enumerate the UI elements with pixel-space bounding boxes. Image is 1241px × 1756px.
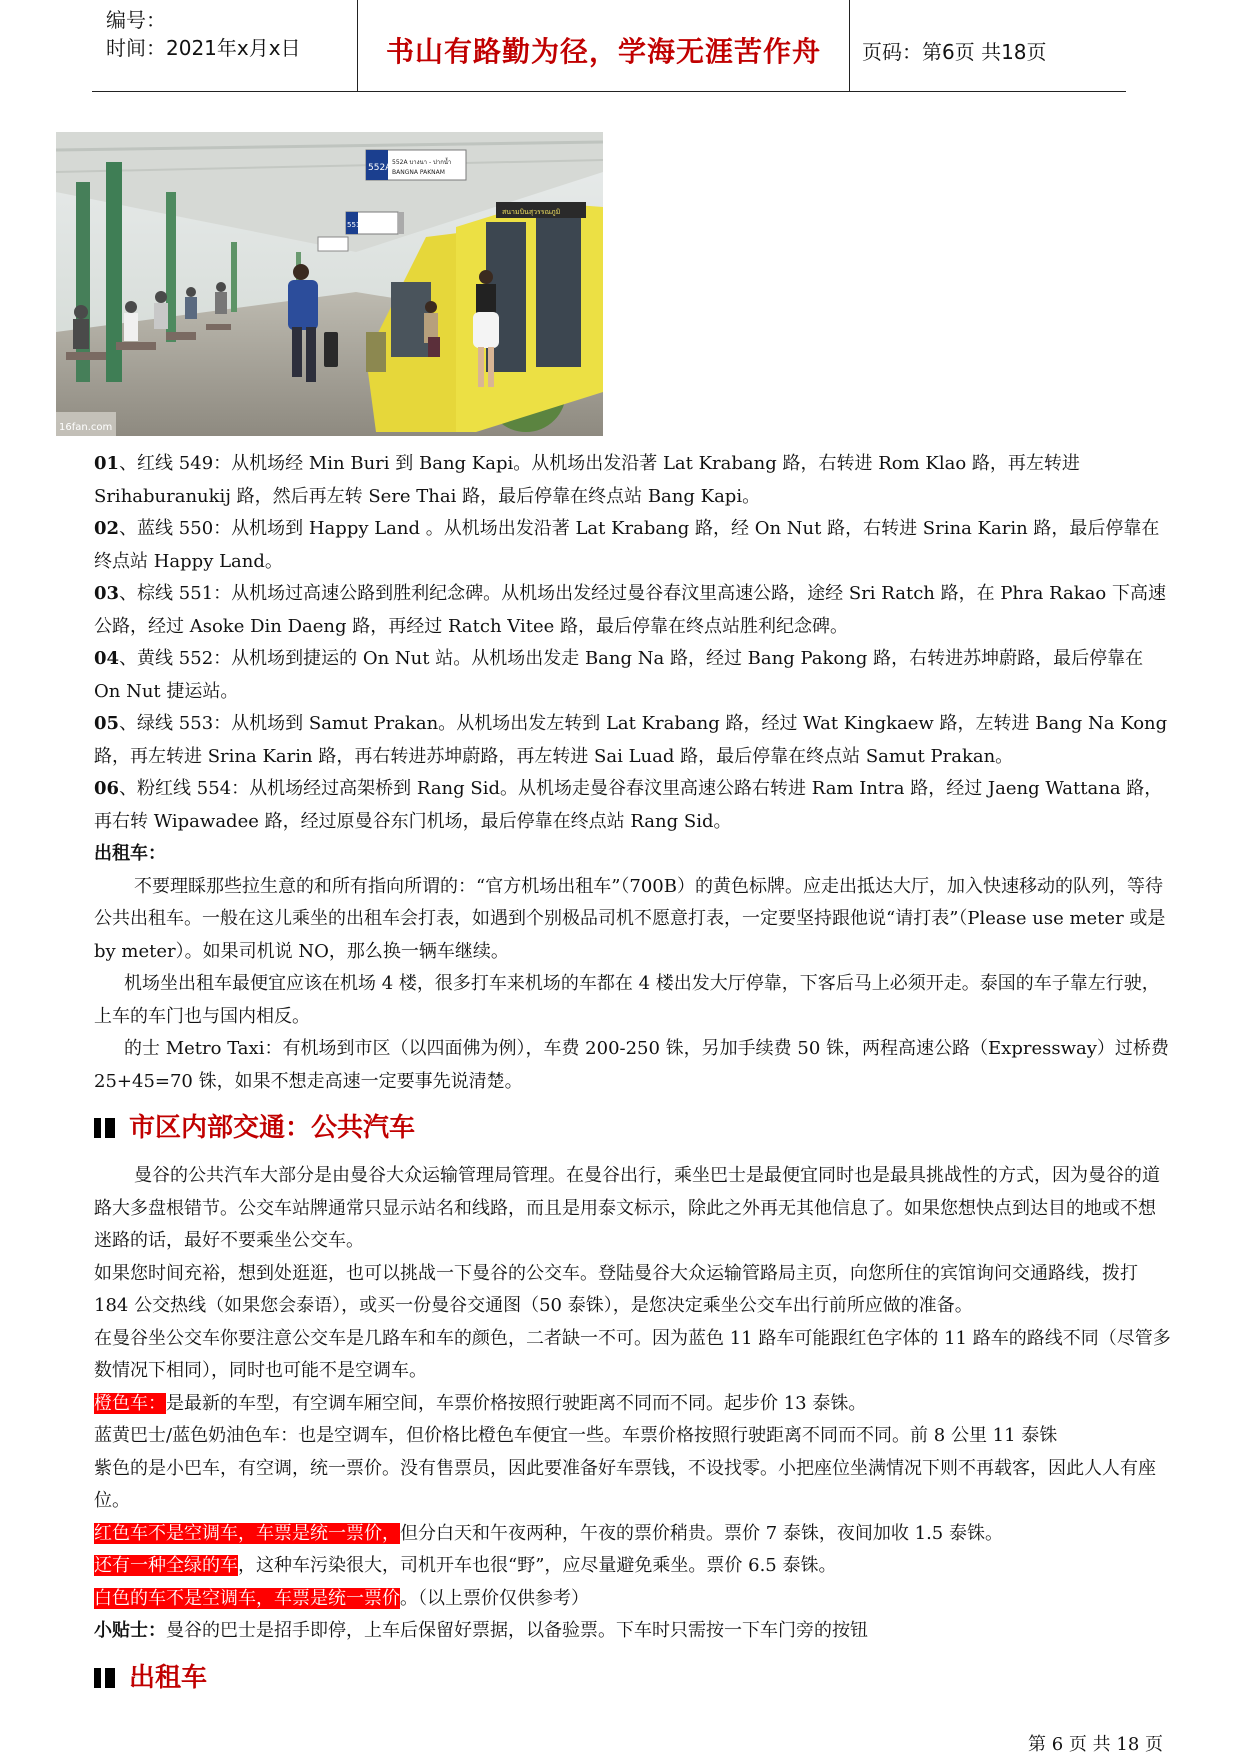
- highlighted-text: 橙色车：: [94, 1392, 166, 1414]
- bus-paragraph: 如果您时间充裕，想到处逛逛，也可以挑战一下曼谷的公交车。登陆曼谷大众运输管路局主页，向您所住的宾馆询问交通路线，拨打 184 公交热线（如果您会泰语），或买一份曼谷交通图（50 泰铢），是您决定乘坐公交车出行前所应做的准备。: [94, 1262, 1138, 1316]
- motto: 书山有路勤为径，学海无涯苦作舟: [385, 35, 821, 68]
- header-info-cell: [92, 0, 357, 91]
- heading-marker-icon: [94, 1118, 101, 1138]
- date-label: 时间：2021年x月x日: [106, 36, 301, 60]
- bus-type-green: [94, 1550, 1172, 1583]
- bus-paragraph: 在曼谷坐公交车你要注意公交车是几路车和车的颜色，二者缺一不可。因为蓝色 11 路车可能跟红色字体的 11 路车的路线不同（尽管多数情况下相同），同时也可能不是空调车。: [94, 1327, 1171, 1381]
- page-header: [92, 0, 1126, 92]
- route-text: 、蓝线 550：从机场到 Happy Land 。从机场出发沿著 Lat Krabang 路，经 On Nut 路，右转进 Srina Karin 路，最后停靠在终点站 Happy Land。: [94, 518, 1160, 572]
- highlighted-text: 白色的车不是空调车，车票是统一票价: [94, 1587, 400, 1609]
- header-motto-cell: [357, 0, 850, 91]
- route-number: 01: [94, 453, 120, 474]
- bus-destination-sign: สนามบินสุวรรณภูมิ: [502, 208, 561, 216]
- photo-illustration: [56, 132, 603, 436]
- highlighted-text: 红色车不是空调车，车票是统一票价，: [94, 1522, 400, 1544]
- route-item: [94, 708, 1172, 773]
- tip-label: 小贴士：: [94, 1620, 166, 1641]
- bus-type-text: 但分白天和午夜两种，午夜的票价稍贵。票价 7 泰铢，夜间加收 1.5 泰铢。: [400, 1522, 1003, 1544]
- route-text: 、棕线 551：从机场过高速公路到胜利纪念碑。从机场出发经过曼谷春汶里高速公路，途经 Sri Ratch 路，在 Phra Rakao 下高速公路，经过 Asoke Din Daeng 路，再经过 Ratch Vitee 路，最后停靠在终点站胜利纪念碑。: [94, 583, 1166, 637]
- heading-marker-icon: [105, 1118, 115, 1138]
- bus-type-text: 。（以上票价仅供参考）: [400, 1587, 589, 1609]
- route-text: 、黄线 552：从机场到捷运的 On Nut 站。从机场出发走 Bang Na 路，经过 Bang Pakong 路，右转进苏坤蔚路，最后停靠在 On Nut 捷运站。: [94, 648, 1144, 702]
- document-body: [94, 448, 1172, 1710]
- taxi-paragraph: 机场坐出租车最便宜应该在机场 4 楼，很多打车来机场的车都在 4 楼出发大厅停靠，下客后马上必须开走。泰国的车子靠左行驶，上车的车门也与国内相反。: [94, 973, 1160, 1027]
- taxi-subtitle: 出租车：: [94, 843, 166, 864]
- route-item: [94, 643, 1172, 708]
- sign-552-english: BANGNA PAKNAM: [392, 169, 445, 176]
- bus-type-red: [94, 1518, 1172, 1551]
- taxi-paragraph: 的士 Metro Taxi：有机场到市区（以四面佛为例），车费 200-250 铢，另加手续费 50 铢，两程高速公路（Expressway）过桥费 25+45=70 铢，如果不想走高速一定要事先说清楚。: [94, 1038, 1169, 1092]
- sign-552: 552A: [368, 163, 392, 173]
- bus-tip: [94, 1615, 1172, 1648]
- route-number: 05: [94, 713, 120, 734]
- route-number: 04: [94, 648, 120, 669]
- section-heading-text: 出租车: [129, 1662, 208, 1693]
- sign-551: 551: [347, 221, 361, 229]
- page-footer: 第 6 页 共 18 页: [1028, 1734, 1163, 1755]
- bus-paragraph: 曼谷的公共汽车大部分是由曼谷大众运输管理局管理。在曼谷出行，乘坐巴士是最便宜同时也是最具挑战性的方式，因为曼谷的道路大多盘根错节。公交车站牌通常只显示站名和线路，而且是用泰文标示，除此之外再无其他信息了。如果您想快点到达目的地或不想迷路的话，最好不要乘坐公交车。: [94, 1165, 1160, 1251]
- route-item: [94, 448, 1172, 513]
- heading-marker-icon: [94, 1668, 101, 1688]
- route-text: 、绿线 553：从机场到 Samut Prakan。从机场出发左转到 Lat Krabang 路，经过 Wat Kingkaew 路，左转进 Bang Na Kong 路，再左转进 Srina Karin 路，再右转进苏坤蔚路，再左转进 Sai Luad 路，最后停靠在终点站 Samut Prakan。: [94, 713, 1168, 767]
- section-heading-text: 市区内部交通：公共汽车: [129, 1113, 416, 1143]
- route-item: [94, 578, 1172, 643]
- photo-watermark: 16fan.com: [59, 422, 113, 433]
- route-item: [94, 773, 1172, 838]
- route-text: 、红线 549：从机场经 Min Buri 到 Bang Kapi。从机场出发沿著 Lat Krabang 路，右转进 Rom Klao 路，再左转进 Srihaburanukij 路，然后再左转 Sere Thai 路，最后停靠在终点站 Bang Kapi。: [94, 453, 1080, 507]
- number-label: 编号：: [106, 8, 166, 32]
- highlighted-text: 还有一种全绿的车: [94, 1555, 238, 1576]
- sign-552-thai: 552A บางนา - ปากน้ำ: [392, 159, 452, 166]
- header-page-cell: [850, 0, 1126, 91]
- bus-type-white: [94, 1583, 1172, 1616]
- bus-type-blue-yellow: 蓝黄巴士/蓝色奶油色车：也是空调车，但价格比橙色车便宜一些。车票价格按照行驶距离不同而不同。前 8 公里 11 泰铢: [94, 1425, 1058, 1446]
- route-text: 、粉红线 554：从机场经过高架桥到 Rang Sid。从机场走曼谷春汶里高速公路右转进 Ram Intra 路，经过 Jaeng Wattana 路，再右转 Wipawadee 路，经过原曼谷东门机场，最后停靠在终点站 Rang Sid。: [94, 778, 1163, 832]
- airport-bus-photo: [56, 132, 603, 436]
- tip-text: 曼谷的巴士是招手即停，上车后保留好票据，以备验票。下车时只需按一下车门旁的按钮: [166, 1620, 868, 1641]
- bus-type-text: 是最新的车型，有空调车厢空间，车票价格按照行驶距离不同而不同。起步价 13 泰铢。: [166, 1392, 867, 1414]
- route-number: 03: [94, 583, 120, 604]
- bus-type-purple: 紫色的是小巴车，有空调，统一票价。没有售票员，因此要准备好车票钱，不设找零。小把座位坐满情况下则不再载客，因此人人有座位。: [94, 1457, 1156, 1511]
- route-number: 02: [94, 518, 120, 539]
- heading-marker-icon: [105, 1668, 115, 1688]
- bus-type-text: ，这种车污染很大，司机开车也很“野”，应尽量避免乘坐。票价 6.5 泰铢。: [238, 1555, 837, 1576]
- page-info: 页码：第6页 共18页: [862, 40, 1047, 64]
- bus-type-orange: [94, 1388, 1172, 1421]
- taxi-paragraph: 不要理睬那些拉生意的和所有指向所谓的：“官方机场出租车”（700B）的黄色标牌。应走出抵达大厅，加入快速移动的队列，等待公共出租车。一般在这儿乘坐的出租车会打表，如遇到个别极品司机不愿意打表，一定要坚持跟他说“请打表”（Please use meter 或是 by meter）。如果司机说 NO，那么换一辆车继续。: [94, 875, 1166, 962]
- route-number: 06: [94, 778, 120, 799]
- route-item: [94, 513, 1172, 578]
- section-heading-taxi: [94, 1654, 1172, 1702]
- section-heading-bus: [94, 1104, 1172, 1152]
